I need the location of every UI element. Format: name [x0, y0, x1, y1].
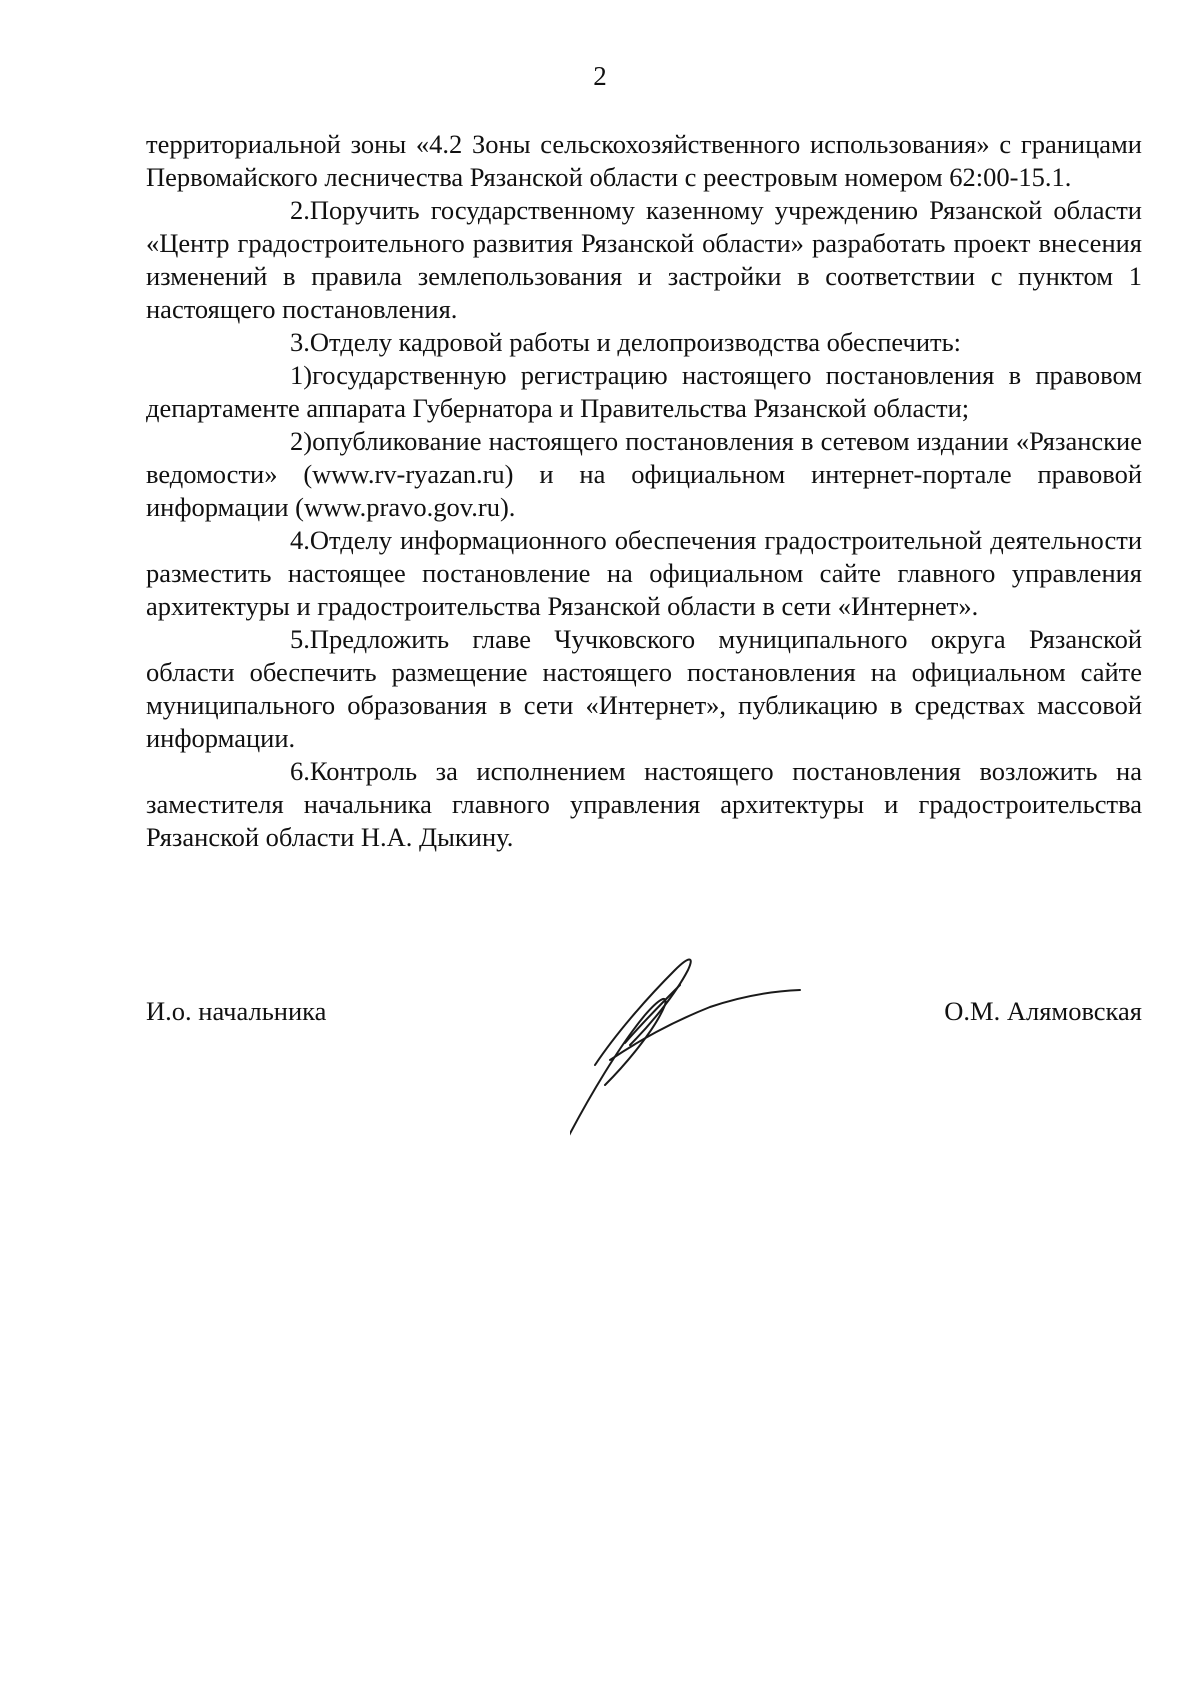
paragraph-number: 2. [290, 195, 310, 225]
paragraph-text: Контроль за исполнением настоящего постановления возложить на заместителя начальника главного управления архитектуры и градостроительства Рязанской области Н.А. Дыкину. [146, 756, 1142, 852]
signatory-position: И.о. начальника [146, 996, 327, 1026]
paragraph-number: 1) [290, 360, 313, 390]
document-body [146, 128, 1142, 854]
paragraph-number: 3. [290, 327, 310, 357]
paragraph-number: 2) [290, 426, 313, 456]
paragraph-item-3 [146, 326, 1142, 359]
paragraph-item-6 [146, 755, 1142, 854]
paragraph-number: 5. [290, 624, 310, 654]
paragraph-text: государственную регистрацию настоящего постановления в правовом департаменте аппарата Губернатора и Правительства Рязанской области; [146, 360, 1142, 423]
handwritten-signature-icon [570, 945, 810, 1145]
paragraph-number: 4. [290, 525, 310, 555]
paragraph-continuation [146, 128, 1142, 194]
paragraph-item-4 [146, 524, 1142, 623]
paragraph-text: территориальной зоны «4.2 Зоны сельскохозяйственного использования» с границами Первомайского лесничества Рязанской области с реестровым номером 62:00-15.1. [146, 129, 1142, 192]
paragraph-text: Поручить государственному казенному учреждению Рязанской области «Центр градостроительного развития Рязанской области» разработать проект внесения изменений в правила землепользования и застройки в соответствии с пунктом 1 настоящего постановления. [146, 195, 1142, 324]
paragraph-subitem-1 [146, 359, 1142, 425]
paragraph-item-2 [146, 194, 1142, 326]
paragraph-text: Отделу кадровой работы и делопроизводства обеспечить: [309, 327, 962, 357]
paragraph-text: Отделу информационного обеспечения градостроительной деятельности разместить настоящее постановление на официальном сайте главного управления архитектуры и градостроительства Рязанской области в сети «Интернет». [146, 525, 1142, 621]
paragraph-subitem-2 [146, 425, 1142, 524]
paragraph-text: опубликование настоящего постановления в сетевом издании «Рязанские ведомости» (www.rv-ryazan.ru) и на официальном интернет-портале правовой информации (www.pravo.gov.ru). [146, 426, 1142, 522]
paragraph-text: Предложить главе Чучковского муниципального округа Рязанской области обеспечить размещение настоящего постановления на официальном сайте муниципального образования в сети «Интернет», публикацию в средствах массовой информации. [146, 624, 1142, 753]
signatory-name: О.М. Алямовская [944, 996, 1142, 1026]
paragraph-number: 6. [290, 756, 310, 786]
paragraph-item-5 [146, 623, 1142, 755]
page-number: 2 [593, 61, 607, 91]
